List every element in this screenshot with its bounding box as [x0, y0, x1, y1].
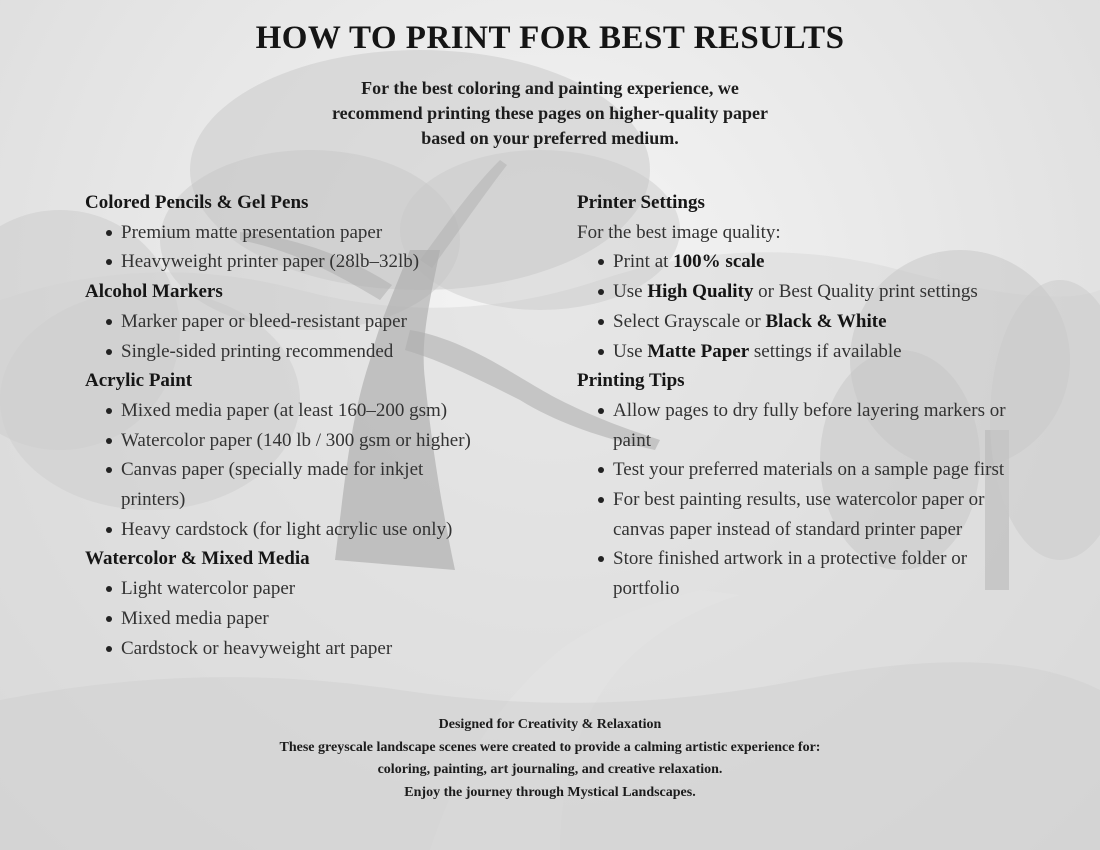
- list-item: Use High Quality or Best Quality print settings: [613, 277, 1027, 307]
- list-item: Print at 100% scale: [613, 247, 1027, 277]
- printing-tips-list: [577, 396, 1027, 604]
- intro-paragraph: For the best coloring and painting experience, we recommend printing these pages on higher-quality paper based on your preferred medium.: [331, 78, 768, 148]
- footer-heading: Designed for Creativity & Relaxation: [438, 717, 662, 732]
- list-item: Cardstock or heavyweight art paper: [121, 634, 555, 664]
- footer-note: [0, 714, 1100, 804]
- paper-recommendations-column: [85, 188, 555, 663]
- list-item: Test your preferred materials on a sample page first: [613, 455, 1027, 485]
- footer-line: coloring, painting, art journaling, and creative relaxation.: [377, 762, 723, 777]
- list-item: Marker paper or bleed-resistant paper: [121, 307, 555, 337]
- list-item: Allow pages to dry fully before layering markers or paint: [613, 396, 1027, 455]
- footer-line: These greyscale landscape scenes were created to provide a calming artistic experience for:: [279, 739, 821, 755]
- list-item: Premium matte presentation paper: [121, 218, 555, 248]
- list-item: Canvas paper (specially made for inkjet printers): [121, 455, 481, 514]
- list-item: Select Grayscale or Black & White: [613, 307, 1027, 337]
- printer-settings-list: [577, 247, 1027, 366]
- list-item: For best painting results, use watercolor paper or canvas paper instead of standard printer paper: [613, 485, 993, 544]
- printer-settings-intro: For the best image quality:: [577, 221, 781, 243]
- footer-line: Enjoy the journey through Mystical Landscapes.: [404, 784, 696, 800]
- section-heading-colored-pencils: Colored Pencils & Gel Pens: [85, 192, 309, 213]
- list-item: Store finished artwork in a protective folder or portfolio: [613, 544, 1027, 603]
- list-item: Single-sided printing recommended: [121, 337, 555, 367]
- section-heading-printing-tips: Printing Tips: [577, 370, 685, 392]
- list-item: Mixed media paper (at least 160–200 gsm): [121, 396, 555, 426]
- list-item: Heavy cardstock (for light acrylic use only): [121, 515, 555, 545]
- page-title: HOW TO PRINT FOR BEST RESULTS: [255, 20, 845, 56]
- list-item: Heavyweight printer paper (28lb–32lb): [121, 247, 555, 277]
- section-heading-alcohol-markers: Alcohol Markers: [85, 281, 223, 303]
- list-item: Mixed media paper: [121, 604, 555, 634]
- alcohol-markers-list: [85, 307, 555, 366]
- colored-pencils-list: [85, 218, 555, 277]
- acrylic-paint-list: [85, 396, 555, 545]
- section-heading-watercolor: Watercolor & Mixed Media: [85, 548, 310, 570]
- watercolor-list: [85, 574, 555, 663]
- list-item: Watercolor paper (140 lb / 300 gsm or higher): [121, 426, 555, 456]
- list-item: Light watercolor paper: [121, 574, 555, 604]
- printer-guidance-column: [577, 188, 1027, 604]
- section-heading-acrylic-paint: Acrylic Paint: [85, 370, 193, 392]
- list-item: Use Matte Paper settings if available: [613, 337, 1027, 367]
- section-heading-printer-settings: Printer Settings: [577, 192, 705, 213]
